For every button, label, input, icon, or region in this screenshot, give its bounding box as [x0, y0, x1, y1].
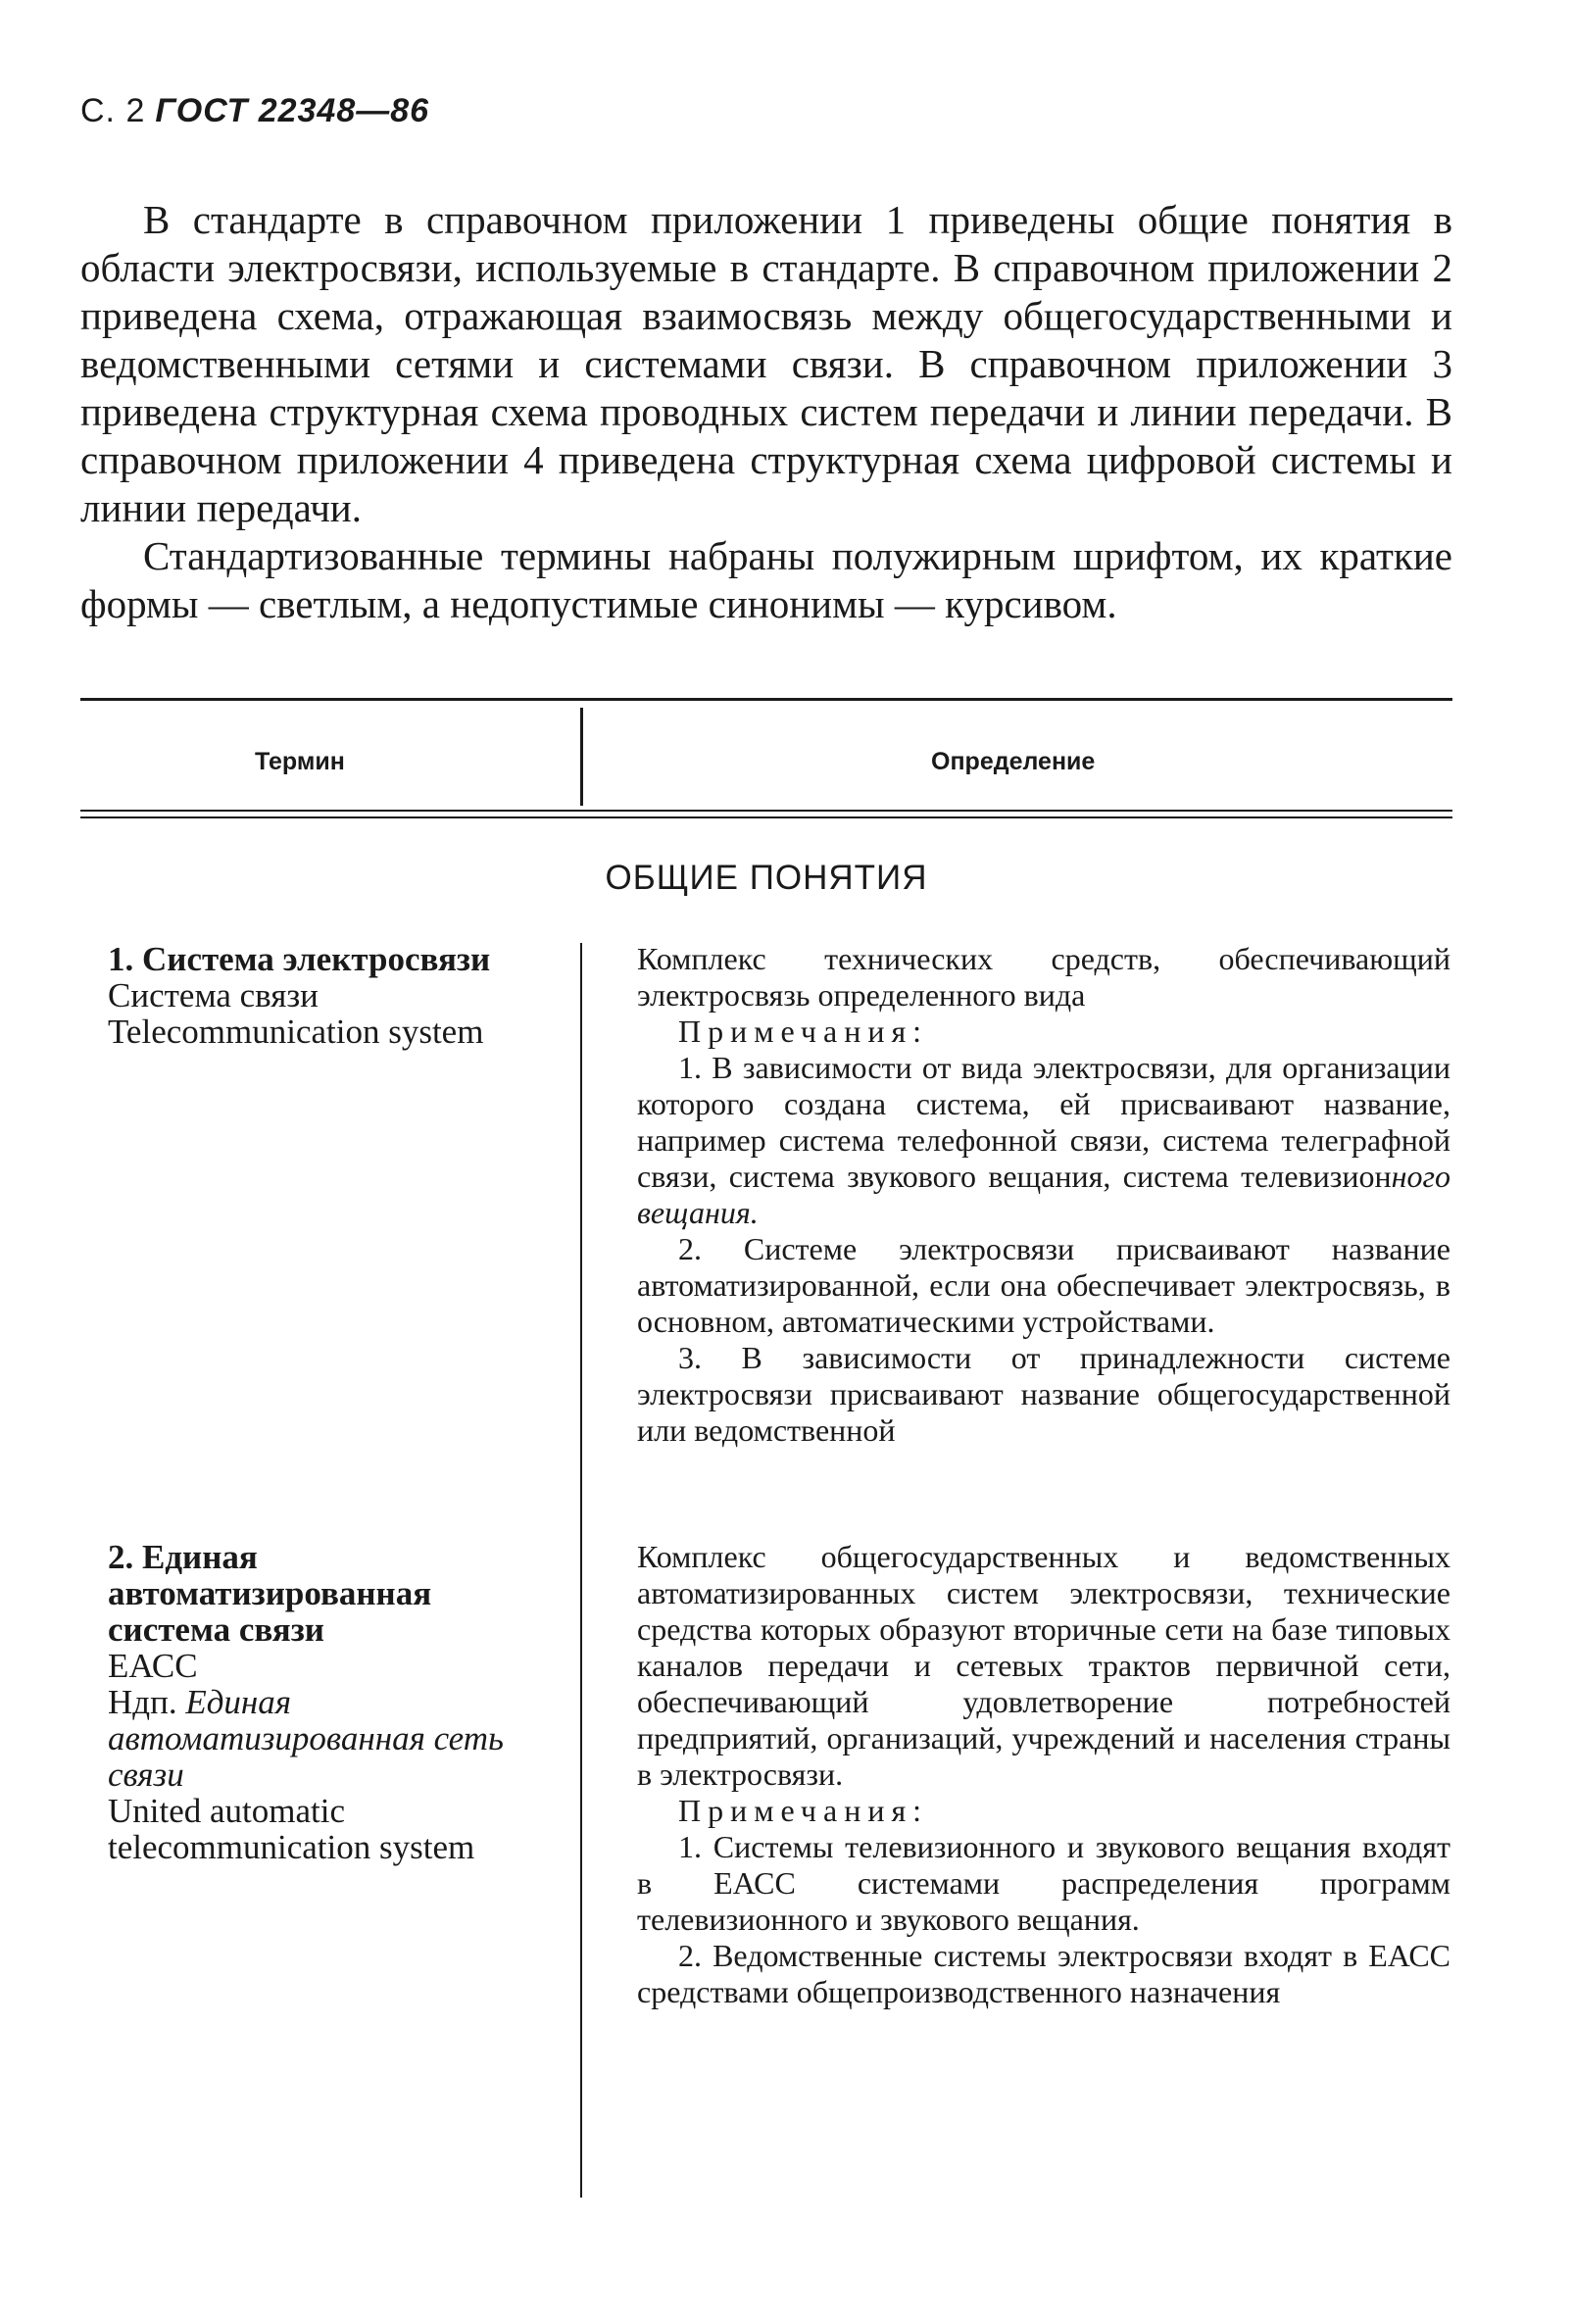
page-header	[80, 88, 429, 132]
intro-paragraph-1: В стандарте в справочном приложении 1 приведены общие понятия в области электросвязи, используемые в стандарте. В справочном приложении 2 приведена схема, отражающая взаимосвязь между общегосударственными и ведомственными сетями и системами связи. В справочном приложении 3 приведена структурная схема проводных систем передачи и линии передачи. В справочном приложении 4 приведена структурная схема цифровой системы и линии передачи.	[80, 197, 1452, 530]
term-entry-2	[108, 1539, 554, 1865]
definition-entry-1	[637, 941, 1450, 1449]
term-forbidden	[108, 1684, 554, 1793]
term-entry-1	[108, 941, 554, 1050]
term-english: Telecommunication system	[108, 1013, 484, 1051]
table-header-rule-1	[80, 810, 1452, 812]
note-2: 2. Ведомственные системы электросвязи входят в ЕАСС средствами общепроизводственного назначения	[637, 1938, 1450, 2009]
definition-text: Комплекс общегосударственных и ведомственных автоматизированных систем электросвязи, технические средства которых образуют вторичные сети на базе типовых каналов передачи и сетевых трактов первичной сети, обеспечивающий удовлетворение потребностей предприятий, организаций, учреждений и населения страны в электросвязи.	[637, 1539, 1450, 1792]
term-english: United automatic telecommunication system	[108, 1792, 475, 1866]
header-column-divider	[580, 708, 583, 806]
note-1-italic-text: ного вещания.	[637, 1159, 1450, 1230]
section-title: ОБЩИЕ ПОНЯТИЯ	[605, 859, 928, 897]
note-1: 1. Системы телевизионного и звукового вещания входят в ЕАСС системами распределения программ телевизионного и звукового вещания.	[637, 1829, 1450, 1937]
column-header-term: Термин	[255, 748, 345, 775]
term-name: 1. Система электросвязи	[108, 940, 491, 978]
note-2: 2. Системе электросвязи присваивают название автоматизированной, если она обеспечивает электросвязь, в основном, автоматическими устройствами.	[637, 1231, 1450, 1339]
table-top-rule	[80, 698, 1452, 701]
intro-text	[80, 196, 1452, 628]
page-number: С. 2	[80, 92, 146, 129]
notes-label: Примечания:	[678, 1014, 929, 1049]
note-1	[637, 1050, 1450, 1231]
column-header-definition: Определение	[931, 748, 1096, 775]
intro-paragraph-2: Стандартизованные термины набраны полужирным шрифтом, их краткие формы — светлым, а недопустимые синонимы — курсивом.	[80, 533, 1452, 626]
term-short-form: Система связи	[108, 976, 319, 1014]
body-column-divider	[580, 943, 582, 2198]
standard-code: ГОСТ 22348—86	[155, 92, 430, 129]
term-name: 2. Единая автоматизированная система связи	[108, 1538, 432, 1649]
notes-label: Примечания:	[678, 1793, 929, 1828]
note-3: 3. В зависимости от принадлежности системе электросвязи присваивают название общегосударственной или ведомственной	[637, 1340, 1450, 1448]
forbidden-prefix: Ндп.	[108, 1683, 177, 1721]
table-header-rule-2	[80, 816, 1452, 818]
definition-text: Комплекс технических средств, обеспечивающий электросвязь определенного вида	[637, 941, 1450, 1013]
forbidden-synonym: Единая автоматизированная сеть связи	[108, 1683, 504, 1794]
note-1-text: 1. В зависимости от вида электросвязи, для организации которого создана система, ей присваивают название, например система телефонной связи, система телеграфной связи, система звукового вещания, система телевизион	[637, 1050, 1450, 1194]
definition-entry-2	[637, 1539, 1450, 2010]
term-short-form: ЕАСС	[108, 1647, 198, 1685]
